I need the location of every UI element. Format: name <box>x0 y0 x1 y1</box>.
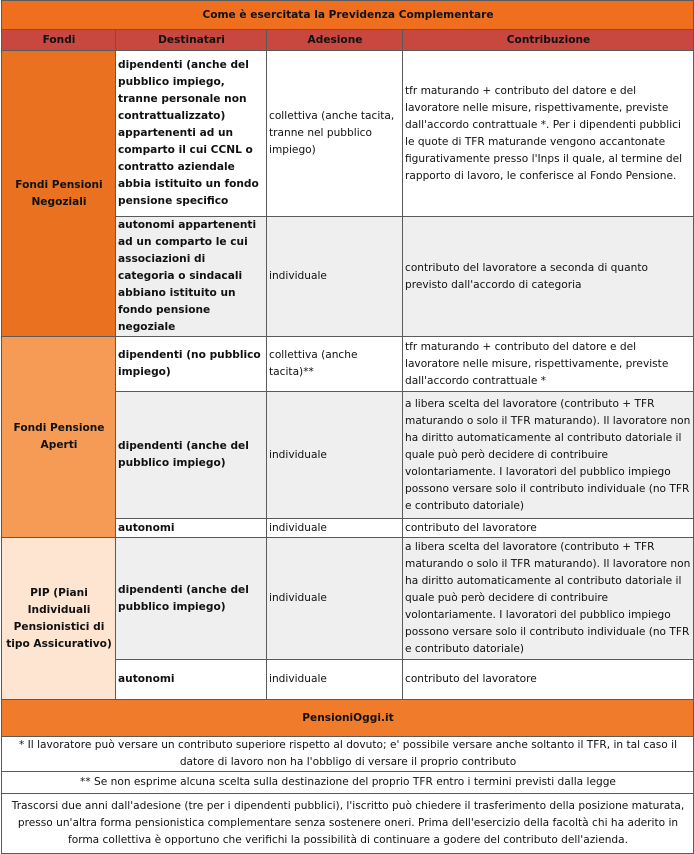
note-row <box>2 772 694 794</box>
destinatari-cell: autonomi <box>116 660 267 700</box>
contribuzione-cell: a libera scelta del lavoratore (contributo + TFR maturando o solo il TFR maturando). Il lavoratore non ha diritto automaticamente al contributo datoriale il quale può però decidere di contribuire volontariamente. I lavoratori del pubblico impiego possono versare solo il contributo individuale (no TFR e contributo datoriale) <box>403 392 694 519</box>
contribuzione-cell: contributo del lavoratore <box>403 660 694 700</box>
note-row <box>2 794 694 854</box>
group-fondi-negoziali: Fondi Pensioni Negoziali <box>2 51 116 337</box>
adesione-cell: individuale <box>267 519 403 538</box>
note-footnote-1: * Il lavoratore può versare un contributo superiore rispetto al dovuto; e' possibile versare anche soltanto il TFR, in tal caso il datore di lavoro non ha l'obbligo di versare il proprio contributo <box>2 737 694 772</box>
destinatari-cell: dipendenti (anche del pubblico impiego, tranne personale non contrattualizzato) appartenenti ad un comparto il cui CCNL o contratto aziendale abbia istituito un fondo pensione specifico <box>116 51 267 217</box>
adesione-cell: individuale <box>267 660 403 700</box>
adesione-cell: collettiva (anche tacita, tranne nel pubblico impiego) <box>267 51 403 217</box>
header-contribuzione: Contribuzione <box>403 30 694 51</box>
adesione-cell: individuale <box>267 538 403 660</box>
header-fondi: Fondi <box>2 30 116 51</box>
contribuzione-cell: tfr maturando + contributo del datore e del lavoratore nelle misure, rispettivamente, previste dall'accordo contrattuale *. Per i dipendenti pubblici le quote di TFR maturande vengono accantonate figurativamente presso l'Inps il quale, al termine del rapporto di lavoro, le conferisce al Fondo Pensione. <box>403 51 694 217</box>
group-pip: PIP (Piani Individuali Pensionistici di tipo Assicurativo) <box>2 538 116 700</box>
pension-table <box>1 0 694 854</box>
destinatari-cell: dipendenti (anche del pubblico impiego) <box>116 392 267 519</box>
table-row <box>2 337 694 392</box>
contribuzione-cell: tfr maturando + contributo del datore e del lavoratore nelle misure, rispettivamente, previste dall'accordo contrattuale * <box>403 337 694 392</box>
adesione-cell: individuale <box>267 392 403 519</box>
contribuzione-cell: contributo del lavoratore <box>403 519 694 538</box>
contribuzione-cell: contributo del lavoratore a seconda di quanto previsto dall'accordo di categoria <box>403 217 694 337</box>
destinatari-cell: dipendenti (no pubblico impiego) <box>116 337 267 392</box>
group-fondi-aperti: Fondi Pensione Aperti <box>2 337 116 538</box>
pension-table-page <box>1 0 693 854</box>
table-title: Come è esercitata la Previdenza Complementare <box>2 1 694 30</box>
header-destinatari: Destinatari <box>116 30 267 51</box>
contribuzione-cell: a libera scelta del lavoratore (contributo + TFR maturando o solo il TFR maturando). Il lavoratore non ha diritto automaticamente al contributo datoriale il quale può però decidere di contribuire volontariamente. I lavoratori del pubblico impiego possono versare solo il contributo individuale (no TFR e contributo datoriale) <box>403 538 694 660</box>
destinatari-cell: dipendenti (anche del pubblico impiego) <box>116 538 267 660</box>
adesione-cell: collettiva (anche tacita)** <box>267 337 403 392</box>
destinatari-cell: autonomi appartenenti ad un comparto le cui associazioni di categoria o sindacali abbiano istituito un fondo pensione negoziale <box>116 217 267 337</box>
note-row <box>2 737 694 772</box>
title-row <box>2 1 694 30</box>
header-row <box>2 30 694 51</box>
destinatari-cell: autonomi <box>116 519 267 538</box>
brand-row <box>2 700 694 737</box>
header-adesione: Adesione <box>267 30 403 51</box>
table-row <box>2 51 694 217</box>
table-row <box>2 538 694 660</box>
note-transfer-info: Trascorsi due anni dall'adesione (tre per i dipendenti pubblici), l'iscritto può chiedere il trasferimento della posizione maturata, presso un'altra forma pensionistica complementare senza sostenere oneri. Prima dell'esercizio della facoltà chi ha aderito in forma collettiva è opportuno che verifichi la possibilità di continuare a godere del contributo dell'azienda. <box>2 794 694 854</box>
brand-logo-text: PensioniOggi.it <box>2 700 694 737</box>
adesione-cell: individuale <box>267 217 403 337</box>
note-footnote-2: ** Se non esprime alcuna scelta sulla destinazione del proprio TFR entro i termini previsti dalla legge <box>2 772 694 794</box>
